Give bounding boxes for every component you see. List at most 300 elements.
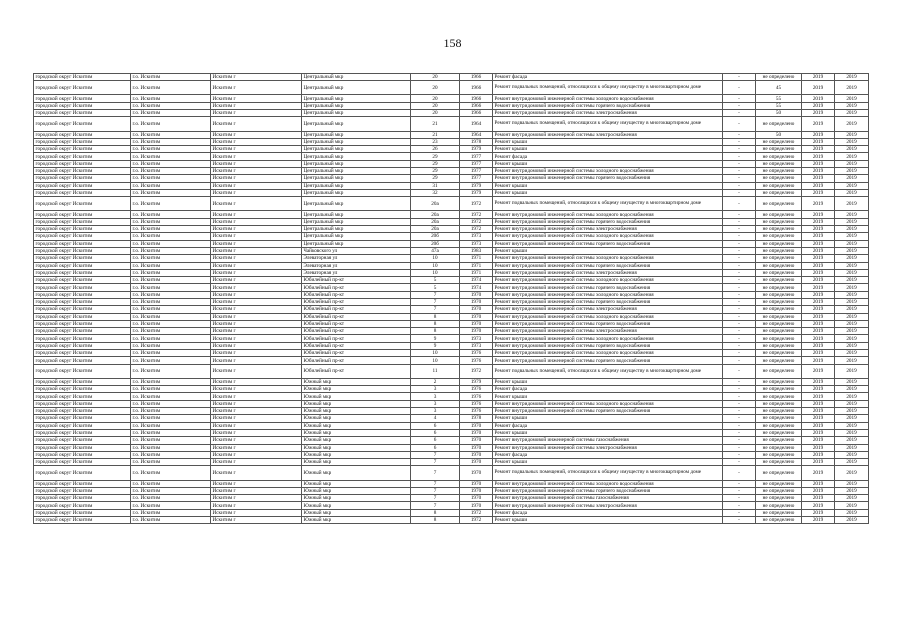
cell-house-number: 26 [411, 146, 460, 153]
cell-dash: - [723, 168, 756, 175]
cell-year-start: 2019 [802, 218, 835, 225]
cell-district: г.о. Искитим [131, 378, 211, 385]
cell-build-year: 1970 [460, 437, 493, 444]
cell-year-start: 2019 [802, 269, 835, 276]
cell-build-year: 1977 [460, 153, 493, 160]
cell-district: г.о. Искитим [131, 182, 211, 189]
cell-municipality: городской округ Искитим [34, 350, 131, 357]
cell-year-start: 2019 [802, 364, 835, 378]
cell-house-number: 10 [411, 255, 460, 262]
cell-house-number: 31 [411, 182, 460, 189]
cell-cost: не определено [756, 284, 802, 291]
cell-cost: не определено [756, 451, 802, 458]
cell-municipality: городской округ Искитим [34, 429, 131, 436]
cell-locality: Искитим г [211, 386, 302, 393]
cell-work-type: Ремонт внутридомовой инженерной системы холодного водоснабжения [493, 277, 723, 284]
cell-dash: - [723, 487, 756, 494]
cell-locality: Искитим г [211, 102, 302, 109]
cell-district: г.о. Искитим [131, 291, 211, 298]
cell-house-number: 29 [411, 160, 460, 167]
cell-house-number: 3 [411, 393, 460, 400]
table-row [34, 197, 869, 211]
cell-municipality: городской округ Искитим [34, 226, 131, 233]
cell-municipality: городской округ Искитим [34, 480, 131, 487]
table-row [34, 350, 869, 357]
cell-municipality: городской округ Искитим [34, 146, 131, 153]
cell-work-type: Ремонт подвальных помещений, относящихся к общему имуществу в многоквартирном доме [493, 466, 723, 480]
table-row [34, 466, 869, 480]
table-row [34, 509, 869, 516]
cell-district: г.о. Искитим [131, 189, 211, 196]
cell-year-end: 2019 [835, 291, 869, 298]
cell-dash: - [723, 320, 756, 327]
cell-street: Юбилейный пр-кт [302, 320, 411, 327]
cell-municipality: городской округ Искитим [34, 437, 131, 444]
cell-build-year: 1972 [460, 197, 493, 211]
cell-work-type: Ремонт внутридомовой инженерной системы горячего водоснабжения [493, 240, 723, 247]
cell-work-type: Ремонт крыши [493, 459, 723, 466]
cell-cost: не определено [756, 386, 802, 393]
cell-district: г.о. Искитим [131, 153, 211, 160]
cell-year-start: 2019 [802, 480, 835, 487]
cell-house-number: 20а [411, 211, 460, 218]
cell-work-type: Ремонт крыши [493, 160, 723, 167]
table-row [34, 298, 869, 305]
cell-district: г.о. Искитим [131, 437, 211, 444]
cell-house-number: 20а [411, 197, 460, 211]
cell-district: г.о. Искитим [131, 168, 211, 175]
cell-year-end: 2019 [835, 306, 869, 313]
cell-cost: не определено [756, 378, 802, 385]
cell-work-type: Ремонт внутридомовой инженерной системы холодного водоснабжения [493, 400, 723, 407]
table-row [34, 211, 869, 218]
cell-house-number: 7 [411, 480, 460, 487]
cell-cost: не определено [756, 233, 802, 240]
cell-locality: Искитим г [211, 517, 302, 524]
cell-municipality: городской округ Искитим [34, 408, 131, 415]
cell-district: г.о. Искитим [131, 95, 211, 102]
cell-build-year: 1971 [460, 255, 493, 262]
cell-year-end: 2019 [835, 138, 869, 145]
cell-house-number: 9 [411, 335, 460, 342]
cell-dash: - [723, 451, 756, 458]
cell-cost: не определено [756, 218, 802, 225]
cell-cost: 50 [756, 110, 802, 117]
cell-dash: - [723, 495, 756, 502]
cell-locality: Искитим г [211, 240, 302, 247]
cell-work-type: Ремонт внутридомовой инженерной системы электроснабжения [493, 306, 723, 313]
cell-year-end: 2019 [835, 168, 869, 175]
cell-work-type: Ремонт внутридомовой инженерной системы электроснабжения [493, 110, 723, 117]
cell-year-end: 2019 [835, 313, 869, 320]
cell-year-end: 2019 [835, 233, 869, 240]
table-row [34, 517, 869, 524]
cell-build-year: 1976 [460, 400, 493, 407]
cell-house-number: 21 [411, 131, 460, 138]
cell-district: г.о. Искитим [131, 175, 211, 182]
cell-house-number: 32 [411, 189, 460, 196]
cell-municipality: городской округ Искитим [34, 342, 131, 349]
cell-locality: Искитим г [211, 233, 302, 240]
cell-cost: не определено [756, 502, 802, 509]
cell-dash: - [723, 74, 756, 81]
cell-district: г.о. Искитим [131, 451, 211, 458]
table-row [34, 386, 869, 393]
cell-build-year: 1973 [460, 240, 493, 247]
cell-street: Юбилейный пр-кт [302, 298, 411, 305]
cell-work-type: Ремонт крыши [493, 393, 723, 400]
cell-district: г.о. Искитим [131, 444, 211, 451]
cell-cost: не определено [756, 175, 802, 182]
cell-street: Центральный мкр [302, 74, 411, 81]
cell-work-type: Ремонт крыши [493, 378, 723, 385]
cell-build-year: 1970 [460, 480, 493, 487]
cell-build-year: 1973 [460, 233, 493, 240]
cell-municipality: городской округ Искитим [34, 364, 131, 378]
cell-year-start: 2019 [802, 146, 835, 153]
cell-cost: не определено [756, 320, 802, 327]
cell-build-year: 1971 [460, 262, 493, 269]
cell-locality: Искитим г [211, 298, 302, 305]
cell-year-end: 2019 [835, 218, 869, 225]
cell-cost: не определено [756, 306, 802, 313]
cell-municipality: городской округ Искитим [34, 175, 131, 182]
cell-year-start: 2019 [802, 509, 835, 516]
cell-dash: - [723, 153, 756, 160]
cell-district: г.о. Искитим [131, 313, 211, 320]
cell-municipality: городской округ Искитим [34, 277, 131, 284]
cell-street: Центральный мкр [302, 197, 411, 211]
cell-cost: не определено [756, 357, 802, 364]
cell-street: Центральный мкр [302, 182, 411, 189]
cell-locality: Искитим г [211, 328, 302, 335]
cell-house-number: 7 [411, 298, 460, 305]
cell-municipality: городской округ Искитим [34, 247, 131, 254]
cell-street: Центральный мкр [302, 102, 411, 109]
cell-cost: 50 [756, 131, 802, 138]
table-row [34, 168, 869, 175]
table-row [34, 262, 869, 269]
cell-locality: Искитим г [211, 350, 302, 357]
cell-street: Южный мкр [302, 459, 411, 466]
cell-year-start: 2019 [802, 255, 835, 262]
cell-dash: - [723, 386, 756, 393]
cell-work-type: Ремонт внутридомовой инженерной системы горячего водоснабжения [493, 487, 723, 494]
cell-house-number: 10 [411, 357, 460, 364]
cell-municipality: городской округ Искитим [34, 357, 131, 364]
cell-build-year: 1970 [460, 487, 493, 494]
cell-year-start: 2019 [802, 298, 835, 305]
cell-cost: не определено [756, 160, 802, 167]
cell-municipality: городской округ Искитим [34, 298, 131, 305]
cell-work-type: Ремонт внутридомовой инженерной системы газоснабжения [493, 495, 723, 502]
cell-dash: - [723, 218, 756, 225]
cell-street: Центральный мкр [302, 189, 411, 196]
cell-work-type: Ремонт внутридомовой инженерной системы горячего водоснабжения [493, 320, 723, 327]
cell-street: Центральный мкр [302, 211, 411, 218]
cell-locality: Искитим г [211, 480, 302, 487]
cell-district: г.о. Искитим [131, 466, 211, 480]
table-row [34, 240, 869, 247]
cell-year-start: 2019 [802, 320, 835, 327]
table-row [34, 459, 869, 466]
cell-dash: - [723, 255, 756, 262]
cell-build-year: 1970 [460, 451, 493, 458]
table-row [34, 74, 869, 81]
cell-work-type: Ремонт внутридомовой инженерной системы холодного водоснабжения [493, 255, 723, 262]
cell-year-end: 2019 [835, 378, 869, 385]
cell-locality: Искитим г [211, 160, 302, 167]
cell-municipality: городской округ Искитим [34, 218, 131, 225]
cell-build-year: 1978 [460, 138, 493, 145]
cell-cost: не определено [756, 517, 802, 524]
cell-locality: Искитим г [211, 313, 302, 320]
cell-year-end: 2019 [835, 509, 869, 516]
cell-street: Южный мкр [302, 517, 411, 524]
cell-municipality: городской округ Искитим [34, 335, 131, 342]
cell-street: Чайковского ул [302, 247, 411, 254]
cell-locality: Искитим г [211, 262, 302, 269]
cell-house-number: 8 [411, 509, 460, 516]
cell-build-year: 1976 [460, 357, 493, 364]
cell-year-start: 2019 [802, 153, 835, 160]
cell-year-start: 2019 [802, 444, 835, 451]
cell-district: г.о. Искитим [131, 298, 211, 305]
cell-dash: - [723, 364, 756, 378]
cell-dash: - [723, 277, 756, 284]
cell-build-year: 1976 [460, 386, 493, 393]
cell-locality: Искитим г [211, 487, 302, 494]
cell-locality: Искитим г [211, 269, 302, 276]
cell-district: г.о. Искитим [131, 386, 211, 393]
cell-house-number: 47а [411, 247, 460, 254]
cell-dash: - [723, 480, 756, 487]
cell-work-type: Ремонт фасада [493, 153, 723, 160]
cell-build-year: 1970 [460, 306, 493, 313]
cell-build-year: 1976 [460, 350, 493, 357]
cell-year-end: 2019 [835, 189, 869, 196]
cell-dash: - [723, 189, 756, 196]
cell-district: г.о. Искитим [131, 255, 211, 262]
cell-build-year: 1970 [460, 459, 493, 466]
cell-build-year: 1972 [460, 211, 493, 218]
cell-dash: - [723, 408, 756, 415]
cell-build-year: 1972 [460, 509, 493, 516]
cell-locality: Искитим г [211, 364, 302, 378]
table-row [34, 335, 869, 342]
cell-build-year: 1966 [460, 95, 493, 102]
cell-year-end: 2019 [835, 328, 869, 335]
cell-work-type: Ремонт внутридомовой инженерной системы холодного водоснабжения [493, 350, 723, 357]
cell-district: г.о. Искитим [131, 102, 211, 109]
cell-cost: не определено [756, 335, 802, 342]
table-row [34, 444, 869, 451]
cell-cost: не определено [756, 437, 802, 444]
cell-cost: не определено [756, 342, 802, 349]
cell-work-type: Ремонт внутридомовой инженерной системы горячего водоснабжения [493, 262, 723, 269]
cell-street: Южный мкр [302, 393, 411, 400]
cell-district: г.о. Искитим [131, 364, 211, 378]
cell-locality: Искитим г [211, 226, 302, 233]
cell-cost: не определено [756, 247, 802, 254]
cell-street: Юбилейный пр-кт [302, 328, 411, 335]
cell-house-number: 3 [411, 400, 460, 407]
cell-year-end: 2019 [835, 298, 869, 305]
cell-year-end: 2019 [835, 408, 869, 415]
cell-locality: Искитим г [211, 218, 302, 225]
table-row [34, 313, 869, 320]
cell-dash: - [723, 291, 756, 298]
cell-work-type: Ремонт внутридомовой инженерной системы горячего водоснабжения [493, 298, 723, 305]
cell-cost: 55 [756, 95, 802, 102]
cell-locality: Искитим г [211, 393, 302, 400]
cell-dash: - [723, 110, 756, 117]
cell-dash: - [723, 138, 756, 145]
table-row [34, 415, 869, 422]
cell-district: г.о. Искитим [131, 247, 211, 254]
cell-street: Южный мкр [302, 429, 411, 436]
table-row [34, 306, 869, 313]
cell-street: Центральный мкр [302, 160, 411, 167]
cell-year-end: 2019 [835, 284, 869, 291]
cell-street: Центральный мкр [302, 168, 411, 175]
cell-build-year: 1977 [460, 175, 493, 182]
cell-cost: не определено [756, 487, 802, 494]
cell-dash: - [723, 313, 756, 320]
cell-cost: не определено [756, 117, 802, 131]
cell-build-year: 1974 [460, 277, 493, 284]
cell-municipality: городской округ Искитим [34, 182, 131, 189]
cell-district: г.о. Искитим [131, 269, 211, 276]
cell-year-start: 2019 [802, 81, 835, 95]
cell-locality: Искитим г [211, 182, 302, 189]
cell-locality: Искитим г [211, 95, 302, 102]
cell-locality: Искитим г [211, 255, 302, 262]
cell-year-end: 2019 [835, 262, 869, 269]
cell-municipality: городской округ Искитим [34, 378, 131, 385]
cell-year-end: 2019 [835, 357, 869, 364]
cell-district: г.о. Искитим [131, 211, 211, 218]
cell-house-number: 5 [411, 277, 460, 284]
cell-street: Южный мкр [302, 408, 411, 415]
cell-locality: Искитим г [211, 422, 302, 429]
cell-work-type: Ремонт подвальных помещений, относящихся к общему имуществу в многоквартирном доме [493, 81, 723, 95]
cell-year-start: 2019 [802, 517, 835, 524]
cell-dash: - [723, 459, 756, 466]
cell-year-start: 2019 [802, 393, 835, 400]
cell-street: Южный мкр [302, 400, 411, 407]
cell-year-end: 2019 [835, 480, 869, 487]
cell-year-start: 2019 [802, 74, 835, 81]
cell-house-number: 8 [411, 328, 460, 335]
cell-municipality: городской округ Искитим [34, 320, 131, 327]
cell-year-end: 2019 [835, 502, 869, 509]
cell-dash: - [723, 444, 756, 451]
cell-work-type: Ремонт фасада [493, 509, 723, 516]
cell-cost: не определено [756, 422, 802, 429]
table-row [34, 110, 869, 117]
cell-year-start: 2019 [802, 306, 835, 313]
cell-locality: Искитим г [211, 400, 302, 407]
cell-dash: - [723, 393, 756, 400]
cell-build-year: 1970 [460, 320, 493, 327]
cell-municipality: городской округ Искитим [34, 211, 131, 218]
cell-work-type: Ремонт внутридомовой инженерной системы холодного водоснабжения [493, 313, 723, 320]
cell-build-year: 1972 [460, 517, 493, 524]
table-row [34, 189, 869, 196]
table-row [34, 364, 869, 378]
cell-build-year: 1964 [460, 131, 493, 138]
table-row [34, 218, 869, 225]
table-row [34, 284, 869, 291]
cell-locality: Искитим г [211, 451, 302, 458]
cell-year-start: 2019 [802, 386, 835, 393]
cell-house-number: 20 [411, 74, 460, 81]
cell-street: Южный мкр [302, 509, 411, 516]
cell-house-number: 6 [411, 444, 460, 451]
cell-work-type: Ремонт крыши [493, 517, 723, 524]
cell-work-type: Ремонт внутридомовой инженерной системы электроснабжения [493, 444, 723, 451]
cell-build-year: 1966 [460, 102, 493, 109]
cell-dash: - [723, 117, 756, 131]
cell-dash: - [723, 197, 756, 211]
cell-municipality: городской округ Искитим [34, 117, 131, 131]
cell-district: г.о. Искитим [131, 138, 211, 145]
cell-year-end: 2019 [835, 81, 869, 95]
cell-locality: Искитим г [211, 74, 302, 81]
cell-year-end: 2019 [835, 240, 869, 247]
table-row [34, 95, 869, 102]
table-row [34, 342, 869, 349]
cell-municipality: городской округ Искитим [34, 81, 131, 95]
cell-house-number: 7 [411, 502, 460, 509]
cell-street: Южный мкр [302, 451, 411, 458]
cell-house-number: 20а [411, 218, 460, 225]
cell-year-end: 2019 [835, 495, 869, 502]
cell-municipality: городской округ Искитим [34, 487, 131, 494]
table-row [34, 320, 869, 327]
cell-locality: Искитим г [211, 415, 302, 422]
cell-house-number: 7 [411, 451, 460, 458]
cell-year-end: 2019 [835, 386, 869, 393]
cell-year-start: 2019 [802, 459, 835, 466]
cell-dash: - [723, 269, 756, 276]
cell-build-year: 1970 [460, 313, 493, 320]
cell-dash: - [723, 160, 756, 167]
cell-house-number: 7 [411, 291, 460, 298]
cell-district: г.о. Искитим [131, 429, 211, 436]
cell-district: г.о. Искитим [131, 480, 211, 487]
cell-dash: - [723, 415, 756, 422]
cell-year-end: 2019 [835, 131, 869, 138]
cell-dash: - [723, 262, 756, 269]
cell-work-type: Ремонт фасада [493, 422, 723, 429]
cell-municipality: городской округ Искитим [34, 328, 131, 335]
cell-house-number: 10 [411, 269, 460, 276]
cell-build-year: 1979 [460, 146, 493, 153]
cell-cost: не определено [756, 313, 802, 320]
cell-build-year: 1970 [460, 495, 493, 502]
cell-locality: Искитим г [211, 408, 302, 415]
cell-year-end: 2019 [835, 197, 869, 211]
cell-build-year: 1970 [460, 291, 493, 298]
cell-locality: Искитим г [211, 247, 302, 254]
cell-build-year: 1972 [460, 218, 493, 225]
table-row [34, 160, 869, 167]
cell-year-start: 2019 [802, 451, 835, 458]
cell-street: Центральный мкр [302, 153, 411, 160]
cell-municipality: городской округ Искитим [34, 291, 131, 298]
